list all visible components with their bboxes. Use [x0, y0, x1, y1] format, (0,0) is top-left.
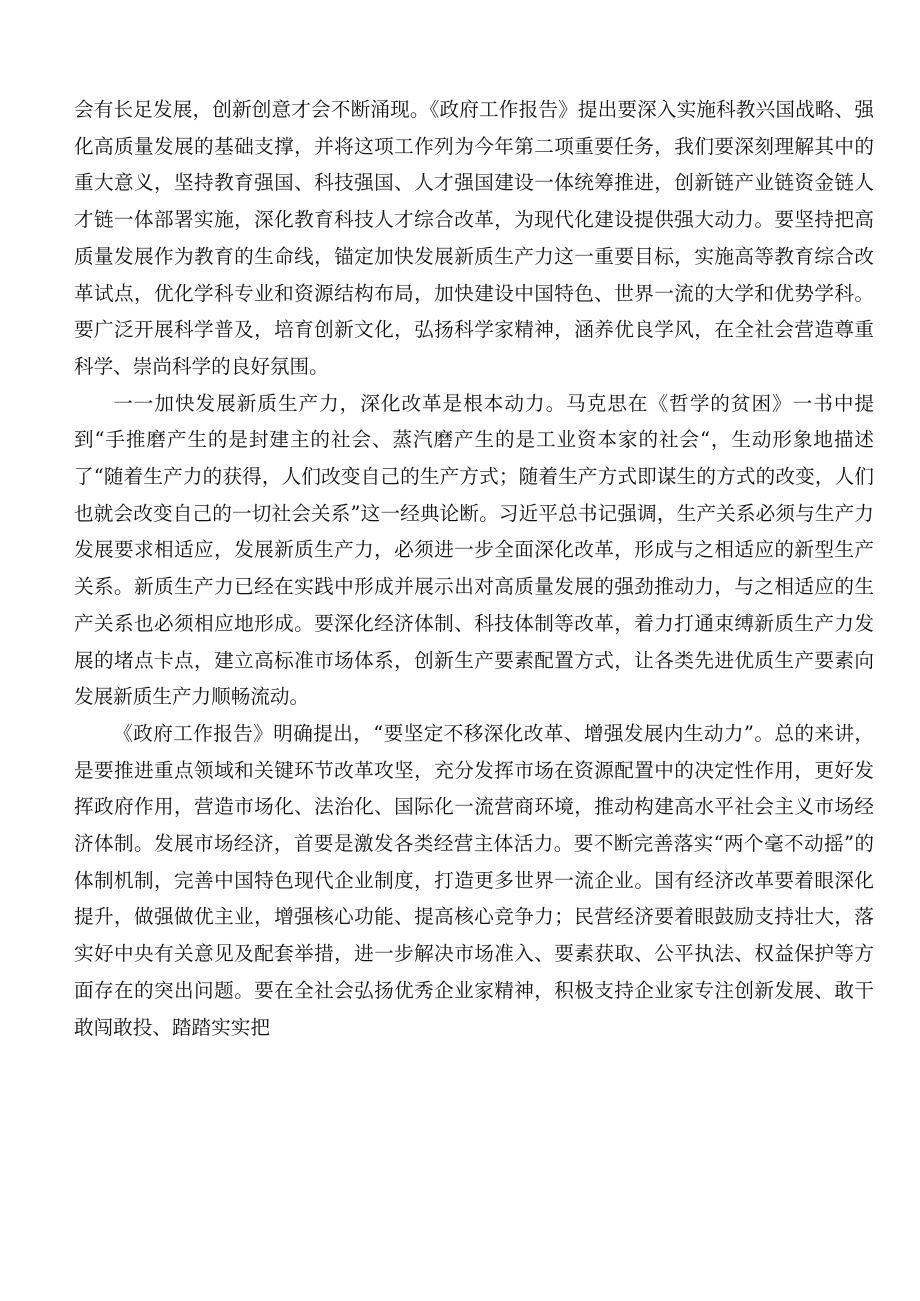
- paragraph-new-productive-forces: 一一加快发展新质生产力，深化改革是根本动力。马克思在《哲学的贫困》一书中提到“手推磨产生的是封建主的社会、蒸汽磨产生的是工业资本家的社会“，生动形象地描述了“随着生产力的获得，人们改变自己的生产方式；随着生产方式即谋生的方式的改变，人们也就会改变自己的一切社会关系”这一经典论断。习近平总书记强调，生产关系必须与生产力发展要求相适应，发展新质生产力，必须进一步全面深化改革，形成与之相适应的新型生产关系。新质生产力已经在实践中形成并展示出对高质量发展的强劲推动力，与之相适应的生产关系也必须相应地形成。要深化经济体制、科技体制等改革，着力打通束缚新质生产力发展的堵点卡点，建立高标准市场体系，创新生产要素配置方式，让各类先进优质生产要素向发展新质生产力顺畅流动。: [74, 391, 874, 709]
- paragraph-continuation: 会有长足发展，创新创意才会不断涌现。《政府工作报告》提出要深入实施科教兴国战略、强化高质量发展的基础支撑，并将这项工作列为今年第二项重要任务，我们要深刻理解其中的重大意义，坚持教育强国、科技强国、人才强国建设一体统筹推进，创新链产业链资金链人才链一体部署实施，深化教育科技人才综合改革，为现代化建设提供强大动力。要坚持把高质量发展作为教育的生命线，锚定加快发展新质生产力这一重要目标，实施高等教育综合改革试点，优化学科专业和资源结构布局，加快建设中国特色、世界一流的大学和优势学科。要广泛开展科学普及，培育创新文化，弘扬科学家精神，涵养优良学风，在全社会营造尊重科学、崇尚科学的良好氛围。: [74, 98, 874, 378]
- document-body: [74, 92, 874, 1046]
- paragraph-government-work-report: 《政府工作报告》明确提出，“要坚定不移深化改革、增强发展内生动力”。总的来讲，是要推进重点领域和关键环节改革攻坚，充分发挥市场在资源配置中的决定性作用，更好发挥政府作用，营造市场化、法治化、国际化一流营商环境，推动构建高水平社会主义市场经济体制。发展市场经济，首要是激发各类经营主体活力。要不断完善落实“两个毫不动摇”的体制机制，完善中国特色现代企业制度，打造更多世界一流企业。国有经济改革要着眼深化提升，做强做优主业，增强核心功能、提高核心竞争力；民营经济要着眼鼓励支持壮大，落实好中央有关意见及配套举措，进一步解决市场准入、要素获取、公平执法、权益保护等方面存在的突出问题。要在全社会弘扬优秀企业家精神，积极支持企业家专注创新发展、敢干敢闯敢投、踏踏实实把: [74, 721, 874, 1039]
